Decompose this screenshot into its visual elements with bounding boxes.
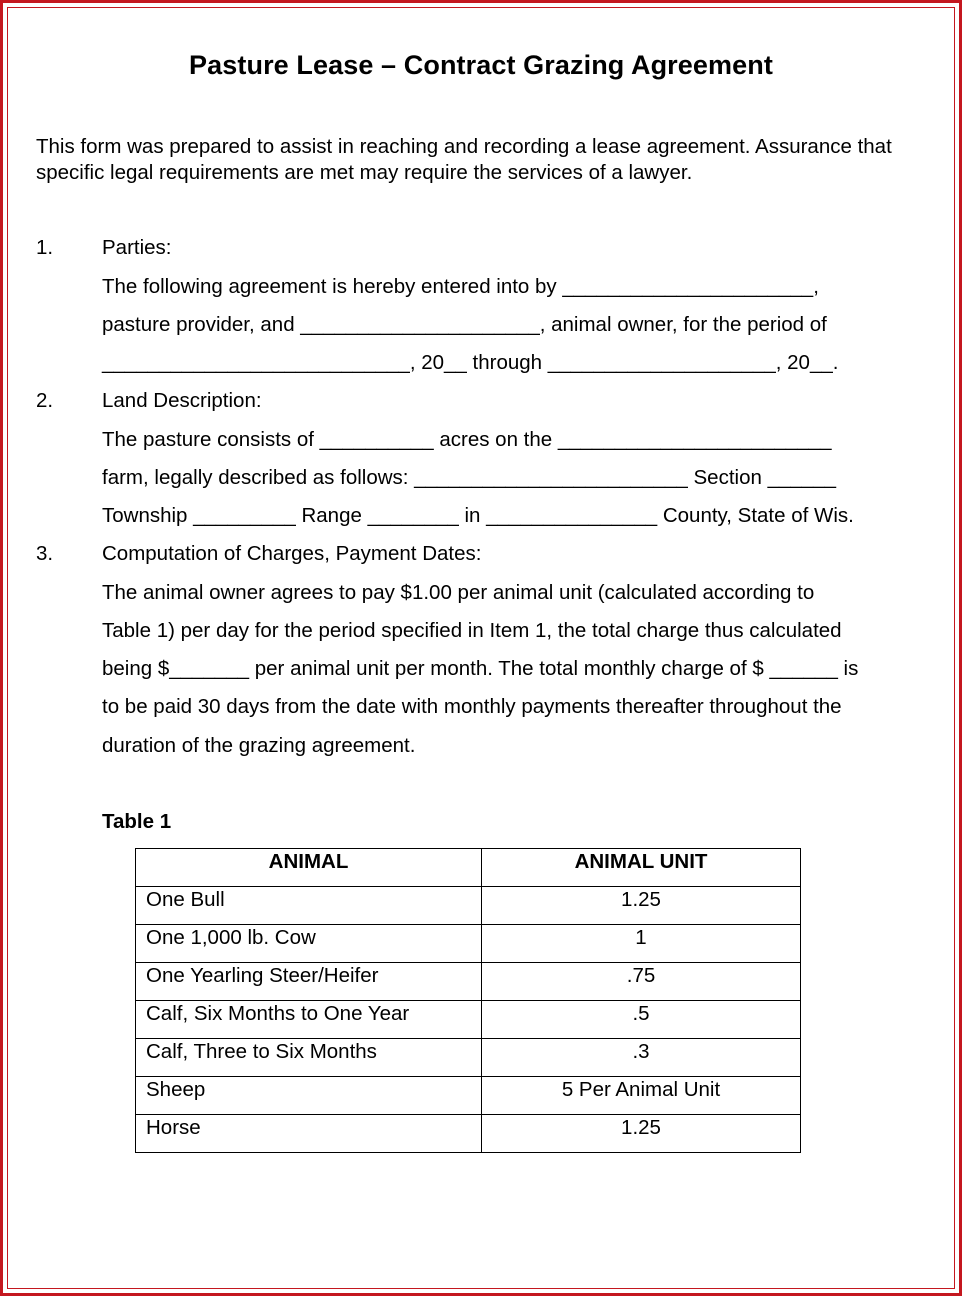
animal-unit-cell: 5 Per Animal Unit — [482, 1077, 801, 1115]
table-row — [136, 925, 801, 963]
animal-unit-cell: 1.25 — [482, 1115, 801, 1153]
intro-paragraph: This form was prepared to assist in reaching and recording a lease agreement. Assurance that specific legal requirements are met may require the services of a lawyer. — [36, 135, 892, 184]
section-number: 1. — [36, 236, 54, 259]
section-line: The pasture consists of __________ acres on the ________________________ — [102, 428, 832, 451]
animal-unit-cell: 1.25 — [482, 887, 801, 925]
section-number: 3. — [36, 542, 54, 565]
column-header-animal: ANIMAL — [136, 849, 482, 887]
table-row — [136, 1039, 801, 1077]
section-heading: Computation of Charges, Payment Dates: — [102, 542, 482, 565]
section-line: Township _________ Range ________ in _______________ County, State of Wis. — [102, 504, 854, 527]
animal-unit-cell: 1 — [482, 925, 801, 963]
animal-unit-cell: .5 — [482, 1001, 801, 1039]
animal-cell: One 1,000 lb. Cow — [136, 925, 482, 963]
animal-unit-cell: .75 — [482, 963, 801, 1001]
section-line: Table 1) per day for the period specified in Item 1, the total charge thus calculated — [102, 619, 842, 642]
document-title: Pasture Lease – Contract Grazing Agreement — [189, 50, 773, 80]
column-header-animal-unit: ANIMAL UNIT — [482, 849, 801, 887]
table-caption: Table 1 — [102, 810, 172, 833]
table-row — [136, 963, 801, 1001]
section-line: pasture provider, and _____________________, animal owner, for the period of — [102, 313, 827, 336]
table-header-row — [136, 849, 801, 887]
section-line: ___________________________, 20__ through ____________________, 20__. — [102, 351, 839, 374]
animal-cell: Sheep — [136, 1077, 482, 1115]
section-number: 2. — [36, 389, 54, 412]
table-row — [136, 1077, 801, 1115]
animal-unit-table — [135, 848, 801, 1153]
table-row — [136, 887, 801, 925]
section-line: farm, legally described as follows: ________________________ Section ______ — [102, 466, 836, 489]
section-line: being $_______ per animal unit per month. The total monthly charge of $ ______ is — [102, 657, 859, 680]
animal-cell: Calf, Three to Six Months — [136, 1039, 482, 1077]
animal-cell: One Bull — [136, 887, 482, 925]
table-row — [136, 1001, 801, 1039]
section-heading: Land Description: — [102, 389, 262, 412]
table-row — [136, 1115, 801, 1153]
section-line: duration of the grazing agreement. — [102, 734, 416, 757]
animal-cell: One Yearling Steer/Heifer — [136, 963, 482, 1001]
section-line: The following agreement is hereby entered into by ______________________, — [102, 275, 819, 298]
animal-cell: Calf, Six Months to One Year — [136, 1001, 482, 1039]
section-line: to be paid 30 days from the date with monthly payments thereafter throughout the — [102, 695, 842, 718]
section-line: The animal owner agrees to pay $1.00 per animal unit (calculated according to — [102, 581, 815, 604]
section-heading: Parties: — [102, 236, 172, 259]
animal-cell: Horse — [136, 1115, 482, 1153]
animal-unit-cell: .3 — [482, 1039, 801, 1077]
